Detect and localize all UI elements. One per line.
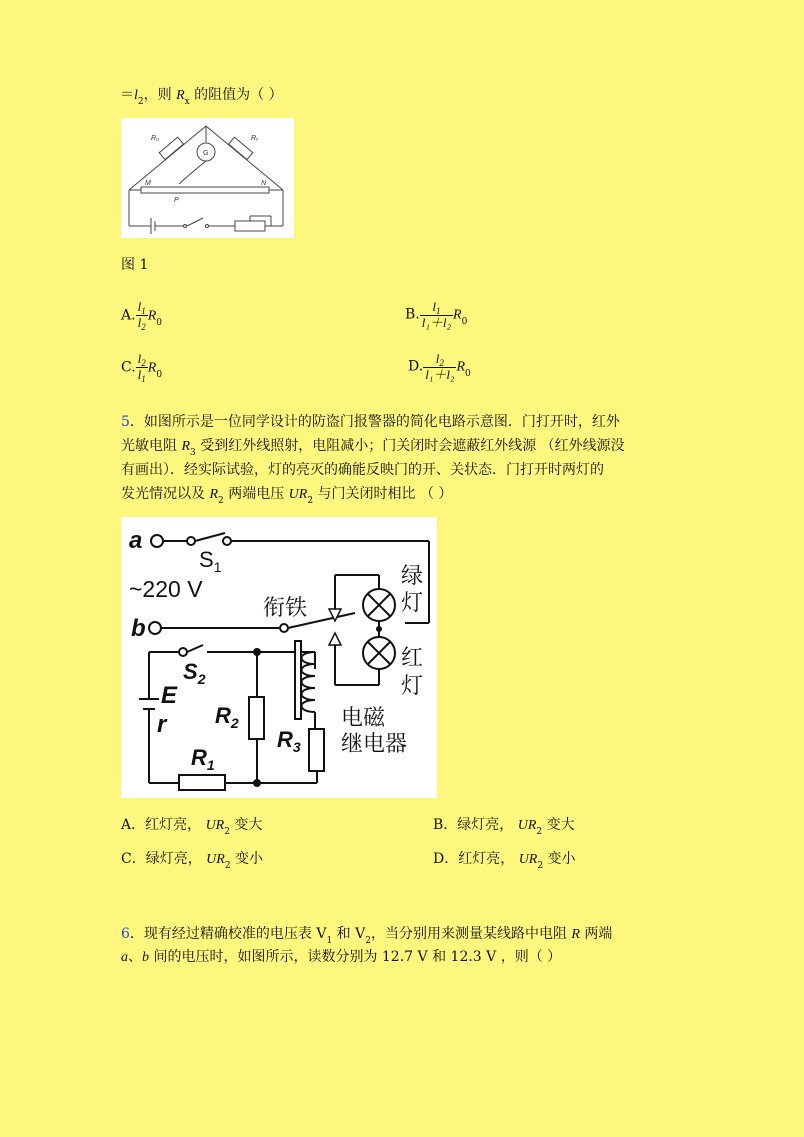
- option-text: C．绿灯亮，: [121, 851, 207, 867]
- fig5-label-red-2: 灯: [401, 673, 424, 698]
- q4-stem: [120, 85, 283, 107]
- fig1-label-r0: R₀: [151, 135, 160, 142]
- option-tail-sub: 0: [465, 368, 471, 379]
- option-letter: A.: [121, 307, 136, 324]
- fig1-label-n: N: [261, 180, 267, 187]
- q5-line4-c: 与门关闭时相比 （ ）: [313, 486, 453, 502]
- q6-line2-d: 间的电压时，如图所示，读数分别为 12.7 V 和 12.3 V ，则（ ）: [149, 949, 562, 965]
- q6-number: 6: [121, 926, 130, 942]
- q6-line1-r: R: [571, 927, 580, 942]
- option-text: A．红灯亮，: [121, 817, 206, 833]
- fig5-label-armature: 衔铁: [263, 595, 308, 620]
- bridge-circuit-diagram: [121, 118, 294, 238]
- fig5-label-green-2: 灯: [401, 590, 424, 615]
- option-text: B．绿灯亮，: [433, 817, 518, 833]
- fig5-label-b: b: [131, 615, 146, 642]
- fig1-label-g: G: [203, 150, 209, 157]
- fig1-label-p: P: [174, 197, 179, 204]
- fig5-label-relay-1: 电磁: [341, 705, 386, 730]
- fig5-label-a: a: [129, 527, 143, 554]
- q4-stem-suffix: 的阻值为（ ）: [189, 87, 283, 103]
- q6-line1-sub2: 2: [365, 936, 371, 946]
- option-tail: R: [147, 308, 157, 324]
- fig1-label-m: M: [145, 180, 151, 187]
- q4-stem-mid: ，则: [143, 87, 177, 103]
- fig5-label-voltage: ~220 V: [129, 576, 203, 602]
- q6-line2-c: b: [142, 950, 149, 965]
- q5-line4-u: UR: [288, 487, 308, 502]
- q4-figure: [121, 118, 294, 238]
- q5-line2-b: 受到红外线照射，电阻减小；门关闭时会遮蔽红外线源 （红外线源没: [195, 438, 625, 454]
- q5-line1-text: ．如图所示是一位同学设计的防盗门报警器的简化电路示意图．门打开时，红外: [129, 414, 620, 430]
- q5-option-a[interactable]: [121, 815, 262, 837]
- q5-number: 5: [121, 414, 130, 430]
- q4-stem-prefix: ＝: [120, 87, 134, 103]
- option-tail: 变小: [543, 851, 576, 867]
- q6-line1-b: 和 V: [332, 926, 366, 942]
- q5-figure: [121, 517, 437, 798]
- option-u: UR: [205, 818, 225, 833]
- q5-option-c[interactable]: [121, 849, 263, 871]
- option-letter: D.: [408, 358, 424, 375]
- fraction: $\frac{l_2}{l_1}$: [137, 351, 146, 384]
- option-u: UR: [518, 852, 538, 867]
- option-sub: 2: [224, 827, 230, 837]
- q5-line4-usub: 2: [307, 496, 314, 506]
- fraction: $\frac{l_1}{\text{l₁＋l₂}}$: [421, 299, 452, 330]
- fig5-label-relay-2: 继电器: [341, 731, 408, 756]
- q6-line-1: [121, 924, 612, 946]
- q5-line2-sub: 3: [190, 448, 196, 458]
- fraction: $\frac{l_2}{\text{l₁＋l₂}}$: [425, 351, 455, 382]
- option-tail-sub: 0: [156, 369, 163, 380]
- q5-line4-b: 两端电压: [223, 486, 289, 502]
- q5-line4-r: R: [209, 487, 219, 502]
- q5-option-b[interactable]: [433, 815, 575, 837]
- option-sub: 2: [537, 861, 544, 871]
- q5-line4-sub: 2: [218, 496, 224, 506]
- q5-line-3: 有画出）．经实际试验，灯的亮灭的确能反映门的开、关状态．门打开时两灯的: [121, 462, 604, 478]
- fig5-label-e: E: [161, 682, 178, 709]
- fig5-label-r2: $R_2$: [215, 703, 239, 731]
- q6-line1-d: 两端: [579, 926, 613, 942]
- q6-line2-b: 、: [128, 949, 142, 965]
- q4-option-c[interactable]: [121, 352, 162, 383]
- option-sub: 2: [224, 861, 231, 871]
- option-letter: B.: [405, 306, 420, 323]
- q5-line-4: [121, 484, 452, 506]
- q6-line-2: [121, 947, 561, 968]
- option-sub: 2: [536, 827, 543, 837]
- fig5-label-r3: $R_3$: [277, 727, 301, 755]
- option-tail: 变大: [229, 817, 263, 833]
- q4-stem-r: R: [176, 88, 185, 103]
- q4-stem-l-sub: 2: [137, 97, 144, 107]
- fig1-label-rx: Rₓ: [251, 135, 259, 142]
- fig5-label-red-1: 红: [401, 645, 424, 670]
- q4-option-b[interactable]: [405, 300, 467, 329]
- option-tail: 变大: [542, 817, 575, 833]
- option-letter: C.: [121, 359, 136, 376]
- option-tail: R: [147, 360, 157, 376]
- option-tail: R: [453, 307, 462, 323]
- option-tail-sub: 0: [461, 316, 468, 327]
- q5-line-1: [121, 412, 620, 432]
- q4-option-a[interactable]: [121, 300, 162, 331]
- q6-line2-a: a: [121, 950, 128, 965]
- fig5-label-r-internal: r: [157, 711, 167, 738]
- option-tail: R: [456, 359, 466, 375]
- fig5-label-s1: $S_1$: [199, 547, 222, 575]
- q4-stem-l: l: [134, 88, 138, 103]
- q5-line2-a: 光敏电阻: [121, 438, 182, 454]
- fig5-label-s2: $S_2$: [183, 659, 206, 687]
- alarm-circuit-diagram: [121, 517, 437, 798]
- q6-line1-a: ．现有经过精确校准的电压表 V: [129, 926, 327, 942]
- option-u: UR: [517, 818, 537, 833]
- q5-line2-r: R: [181, 439, 191, 454]
- q4-stem-r-sub: x: [184, 97, 190, 107]
- option-tail-sub: 0: [156, 317, 162, 328]
- fig5-label-green-1: 绿: [401, 563, 424, 588]
- option-text: D．红灯亮，: [433, 851, 519, 867]
- q6-line1-sub1: 1: [326, 936, 333, 946]
- q5-line4-a: 发光情况以及: [121, 486, 210, 502]
- option-tail: 变小: [230, 851, 264, 867]
- q6-line1-c: ，当分别用来测量某线路中电阻: [370, 926, 572, 942]
- option-u: UR: [206, 852, 225, 867]
- fraction: $\frac{l_1}{l_2}$: [137, 299, 146, 332]
- q4-figure-caption: 图 1: [121, 257, 149, 273]
- fig5-label-r1: $R_1$: [191, 745, 215, 773]
- q5-line-2: [121, 436, 625, 458]
- q4-option-d[interactable]: [408, 352, 471, 381]
- q5-option-d[interactable]: [433, 849, 576, 871]
